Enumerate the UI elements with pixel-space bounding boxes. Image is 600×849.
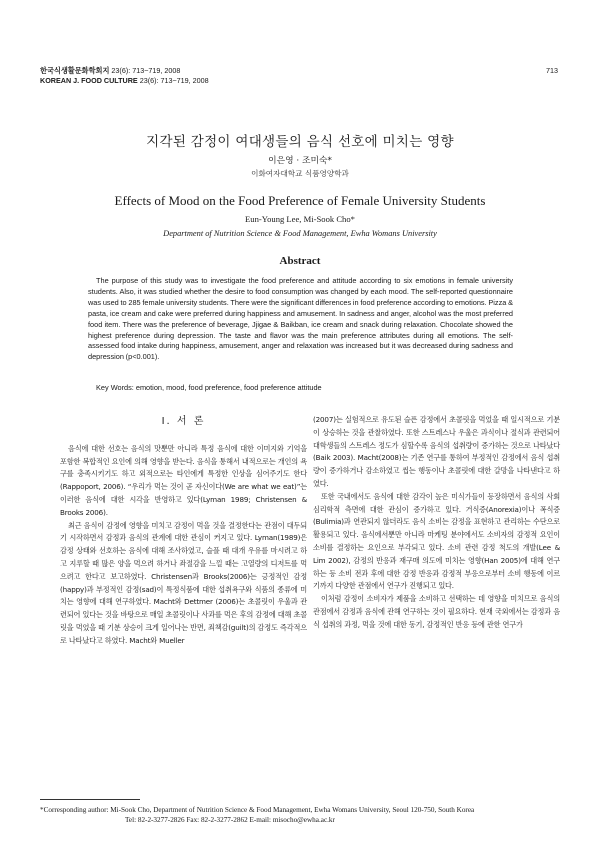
keywords: Key Words: emotion, mood, food preference, food preference attitude (96, 383, 322, 392)
left-column (60, 410, 307, 648)
journal-name-ko: 한국식생활문화학회지 (40, 66, 110, 75)
affiliation-korean: 이화여자대학교 식품영양학과 (251, 169, 349, 178)
paragraph: 또한 국내에서도 음식에 대한 감각이 높은 미식가들이 등장하면서 음식의 사회심리학적 측면에 대한 관심이 증가하고 있다. 거식증(Anorexia)이나 폭식증(Bulimia)과 연관되지 않더라도 음식 소비는 감정을 표현하고 관리하는 수단으로 활용되고 있다. 음식에서뿐만 아니라 마케팅 분야에서도 소비자의 감정적 요인이 소비를 결정하는 요인으로 부각되고 있다. 소비 관련 감정 척도의 개발(Lee & Lim 2002), 감정의 반응과 재구매 의도에 미치는 영향(Han 2005)에 대해 연구하는 등 소비 전과 후에 대한 감정 반응과 감정적 부응으로부터 소비 행동에 이르기까지 다양한 관점에서 연구가 진행되고 있다. (313, 491, 560, 591)
title-korean: 지각된 감정이 여대생들의 음식 선호에 미치는 영향 (146, 134, 454, 150)
paragraph: 이처럼 감정이 소비자가 제품을 소비하고 선택하는 데 영향을 미치므로 음식의 관점에서 감정과 음식에 관해 연구하는 것이 필요하다. 현재 국외에서는 감정과 음식 섭취의 과정, 먹을 것에 대한 동기, 감정적인 반응 등에 관한 연구가 (313, 594, 560, 629)
abstract-text: The purpose of this study was to investigate the food preference and attitude according to six emotions in female university students. Also, it was studied whether the desire to food consumption was changed by each mood. The self-reported questionnaire was used to 285 female university students. There were the significant differences in food preference according to emotions. Pizza & pasta, ice cream and cake were preferred during happiness and amusement. In sadness and anger, alcohol was the most preferred food item. There was the preference of beverage, Jjigae & Baikban, ice cream and snack during relaxation. Chocolate showed the highest preference during depression. The taste and flavor was the main preference attributes during all emotions. The self-assessed food intake during happiness, amusement, anger and relaxation was increased but it was decreased during sadness and depression (p<0.001). (88, 276, 513, 362)
authors-english: Eun-Young Lee, Mi-Sook Cho* (245, 214, 355, 224)
journal-header (40, 66, 209, 86)
page-number: 713 (546, 66, 558, 75)
citation-ko: 23(6): 713~719, 2008 (109, 66, 181, 75)
section-heading-introduction: I. 서 론 (161, 416, 206, 427)
citation-en: 23(6): 713~719, 2008 (137, 76, 209, 85)
corresponding-author: *Corresponding author: Mi-Sook Cho, Department of Nutrition Science & Food Management, Ewha Womans University, Seoul 120-750, South Korea (40, 806, 475, 814)
journal-name-en: KOREAN J. FOOD CULTURE (40, 76, 138, 85)
right-column (313, 414, 560, 632)
authors-korean: 이은영 · 조미숙* (268, 156, 332, 166)
footnote-divider (40, 799, 140, 800)
title-english: Effects of Mood on the Food Preference of Female University Students (114, 193, 486, 208)
abstract-heading: Abstract (279, 255, 321, 267)
paragraph: 음식에 대한 선호는 음식의 맛뿐만 아니라 특정 음식에 대한 이미지와 기억을 포함한 복합적인 요인에 의해 영향을 받는다. 음식을 통해서 내적으로는 개인의 욕구를 충족시키기도 하고 외적으로는 타인에게 특정한 인상을 심어주기도 한다(Rappoport, 2006). “우리가 먹는 것이 곧 자신이다(We are what we eat)”는 이러한 음식에 대한 시각을 반영하고 있다(Lyman 1989; Christensen & Brooks 2006). (60, 443, 307, 517)
paragraph: (2007)는 실험적으로 유도된 슬픈 감정에서 초콜릿을 먹었을 때 일시적으로 기분이 상승하는 것을 관찰하였다. 또한 스트레스나 우울은 과식이나 절식과 관련되어 대학생들의 스트레스 정도가 심할수록 음식의 섭취량이 증가하는 것으로 나타났다(Baik 2003). Macht(2008)는 기존 연구를 통하여 부정적인 감정에서 음식 섭취량이 증가하거나 감소하였고 씹는 행동이나 초콜릿에 대한 갈망을 나타낸다고 하였다. (313, 415, 560, 488)
affiliation-english: Department of Nutrition Science & Food Management, Ewha Womans University (163, 229, 437, 238)
contact-info: Tel: 82-2-3277-2826 Fax: 82-2-3277-2862 E-mail: misocho@ewha.ac.kr (125, 815, 335, 824)
footnote (40, 806, 474, 826)
paragraph: 최근 음식이 감정에 영향을 미치고 감정이 먹을 것을 결정한다는 관점이 대두되기 시작하면서 감정과 음식의 관계에 대한 관심이 커지고 있다. Lyman(1989)은 감정 상태와 선호하는 음식에 대해 조사하였고, 슬플 때 대개 우유를 마시려고 하고 지루할 때 많은 양을 먹으려 하거나 좌절감을 느낄 때는 고열량의 디저트를 먹으려고 한다고 보고하였다. Christensen과 Brooks(2006)는 긍정적인 감정(happy)과 부정적인 감정(sad)이 특정식품에 대한 섭취욕구와 식품의 종류에 미치는 영향에 대해 연구하였다. Macht와 Dettmer (2006)는 초콜릿이 우울과 관련되어 있다는 것을 바탕으로 매일 초콜릿이나 사과를 먹은 후의 감정에 대해 초콜릿을 먹었을 때 기분 상승이 크게 일어나는 반면, 죄책감(guilt)의 감정도 즉각적으로 나타났다고 하였다. Macht와 Mueller (60, 520, 307, 645)
